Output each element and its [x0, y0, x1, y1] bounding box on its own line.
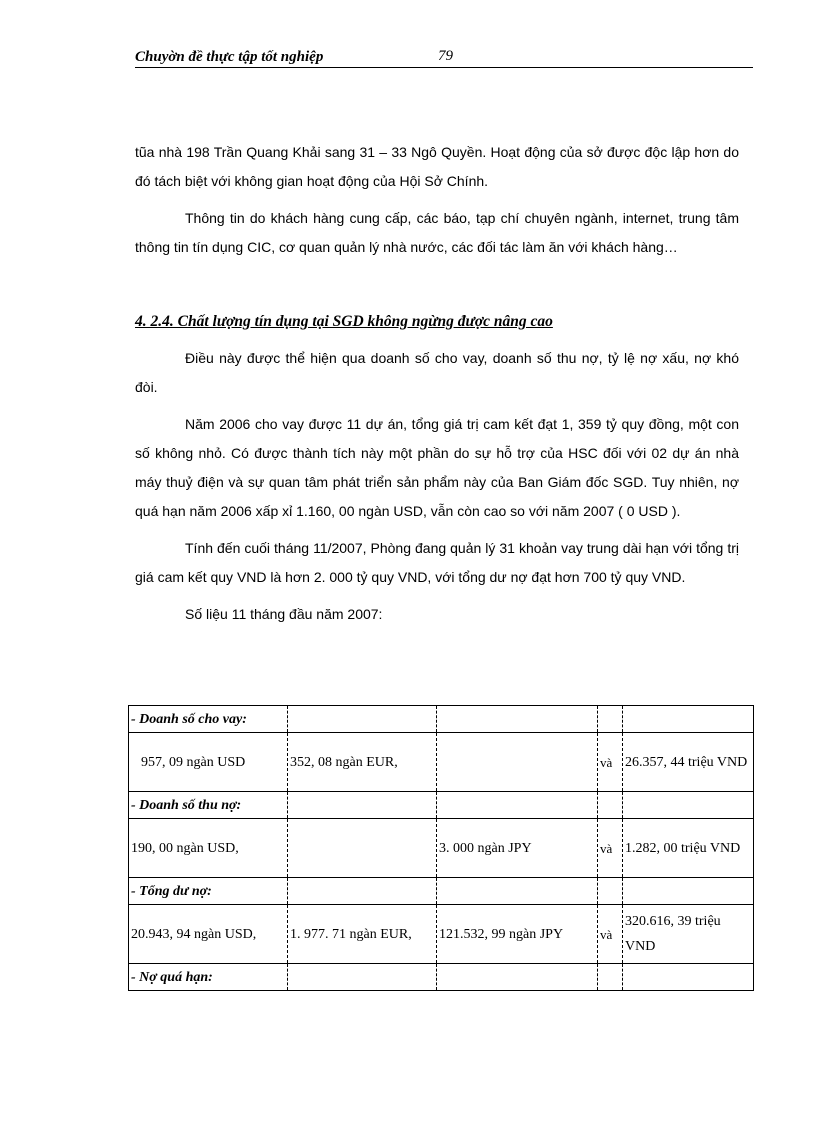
paragraph-2: Thông tin do khách hàng cung cấp, các báo, tạp chí chuyên ngành, internet, trung tâm thông tin tín dụng CIC, cơ quan quản lý nhà nước, các đối tác làm ăn với khách hàng…: [135, 210, 739, 255]
table-row: [129, 733, 754, 792]
paragraph-6: Số liệu 11 tháng đầu năm 2007:: [185, 606, 383, 622]
usd-cell: 190, 00 ngàn USD,: [129, 819, 288, 878]
table-row: [129, 905, 754, 964]
eur-cell: 1. 977. 71 ngàn EUR,: [288, 905, 437, 964]
row-label: - Nợ quá hạn:: [129, 964, 288, 991]
eur-cell: [288, 819, 437, 878]
page-number: 79: [438, 48, 453, 64]
text-block-1: [135, 138, 739, 262]
row-label: - Doanh số thu nợ:: [129, 792, 288, 819]
section-heading: 4. 2.4. Chất lượng tín dụng tại SGD không ngừng được nâng cao: [135, 313, 553, 330]
paragraph-3: Điều này được thể hiện qua doanh số cho vay, doanh số thu nợ, tỷ lệ nợ xấu, nợ khó đòi.: [135, 350, 739, 395]
row-label: - Tổng dư nợ:: [129, 878, 288, 905]
row-label: - Doanh số cho vay:: [129, 706, 288, 733]
usd-cell: 957, 09 ngàn USD: [129, 733, 288, 792]
vnd-cell: 1.282, 00 triệu VND: [623, 819, 754, 878]
table-row: [129, 706, 754, 733]
eur-cell: 352, 08 ngàn EUR,: [288, 733, 437, 792]
vnd-cell: 26.357, 44 triệu VND: [623, 733, 754, 792]
table-row: [129, 819, 754, 878]
page-header: [135, 47, 753, 68]
jpy-cell: [437, 733, 598, 792]
paragraph-1: tũa nhà 198 Trần Quang Khải sang 31 – 33 Ngô Quyền. Hoạt động của sở được độc lập hơn do đó tách biệt với không gian hoạt động của Hội Sở Chính.: [135, 144, 739, 189]
vnd-cell: 320.616, 39 triệu VND: [623, 905, 754, 964]
document-title: Chuyờn đề thực tập tốt nghiệp: [135, 49, 324, 65]
table-row: [129, 792, 754, 819]
paragraph-5: Tính đến cuối tháng 11/2007, Phòng đang quản lý 31 khoản vay trung dài hạn với tổng trị giá cam kết quy VND là hơn 2. 000 tỷ quy VND, với tổng dư nợ đạt hơn 700 tỷ quy VND.: [135, 540, 739, 585]
table-row: [129, 878, 754, 905]
and-cell: và: [598, 733, 623, 792]
jpy-cell: 3. 000 ngàn JPY: [437, 819, 598, 878]
and-cell: và: [598, 819, 623, 878]
paragraph-4: Năm 2006 cho vay được 11 dự án, tổng giá trị cam kết đạt 1, 359 tỷ quy đồng, một con số không nhỏ. Có được thành tích này một phần do sự hỗ trợ của HSC đối với 02 dự án nhà máy thuỷ điện và sự quan tâm phát triển sản phẩm này của Ban Giám đốc SGD. Tuy nhiên, nợ quá hạn năm 2006 xấp xỉ 1.160, 00 ngàn USD, vẫn còn cao so với năm 2007 ( 0 USD ).: [135, 416, 739, 519]
jpy-cell: 121.532, 99 ngàn JPY: [437, 905, 598, 964]
table-row: [129, 964, 754, 991]
and-cell: và: [598, 905, 623, 964]
text-block-2: [135, 344, 739, 629]
usd-cell: 20.943, 94 ngàn USD,: [129, 905, 288, 964]
loan-stats-table: [128, 705, 754, 991]
